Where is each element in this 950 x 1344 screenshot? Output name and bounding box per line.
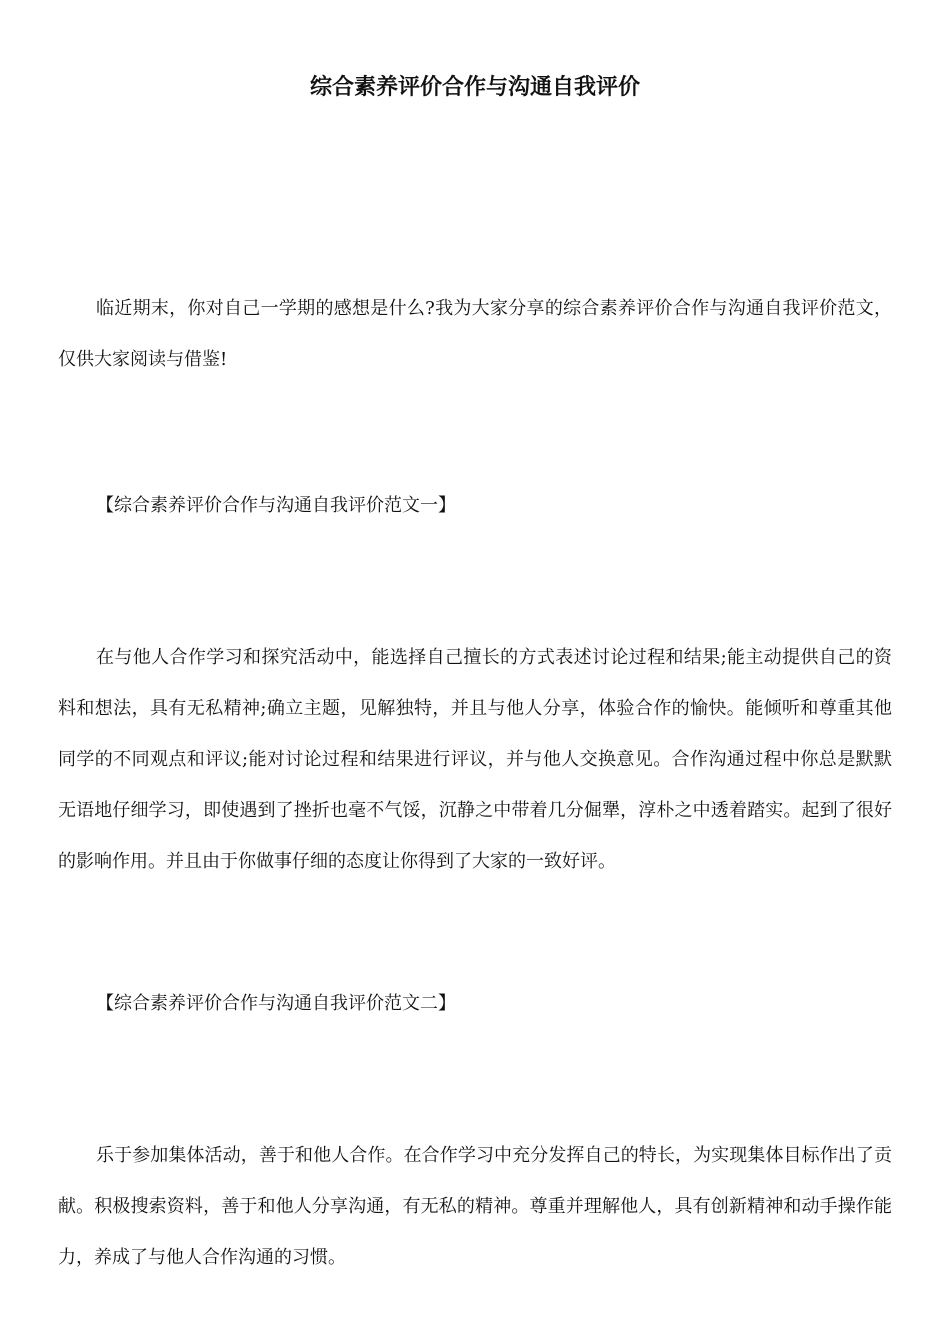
section-body-1: 在与他人合作学习和探究活动中，能选择自己擅长的方式表述讨论过程和结果;能主动提供自己的资料和想法，具有无私精神;确立主题，见解独特，并且与他人分享，体验合作的愉快。能倾听和尊重其他同学的不同观点和评议;能对讨论过程和结果进行评议，并与他人交换意见。合作沟通过程中你总是默默无语地仔细学习，即使遇到了挫折也毫不气馁，沉静之中带着几分倔犟，淳朴之中透着踏实。起到了很好的影响作用。并且由于你做事仔细的态度让你得到了大家的一致好评。 [58,647,892,872]
document-title: 综合素养评价合作与沟通自我评价 [309,75,640,100]
section-body-2: 乐于参加集体活动，善于和他人合作。在合作学习中充分发挥自己的特长，为实现集体目标作出了贡献。积极搜索资料，善于和他人分享沟通，有无私的精神。尊重并理解他人，具有创新精神和动手操作能力，养成了与他人合作沟通的习惯。 [58,1145,892,1268]
intro-paragraph: 临近期末，你对自己一学期的感想是什么?我为大家分享的综合素养评价合作与沟通自我评价范文，仅供大家阅读与借鉴! [58,298,892,370]
section-heading-1: 【综合素养评价合作与沟通自我评价范文一】 [96,495,456,516]
section-heading-2: 【综合素养评价合作与沟通自我评价范文二】 [96,993,456,1014]
